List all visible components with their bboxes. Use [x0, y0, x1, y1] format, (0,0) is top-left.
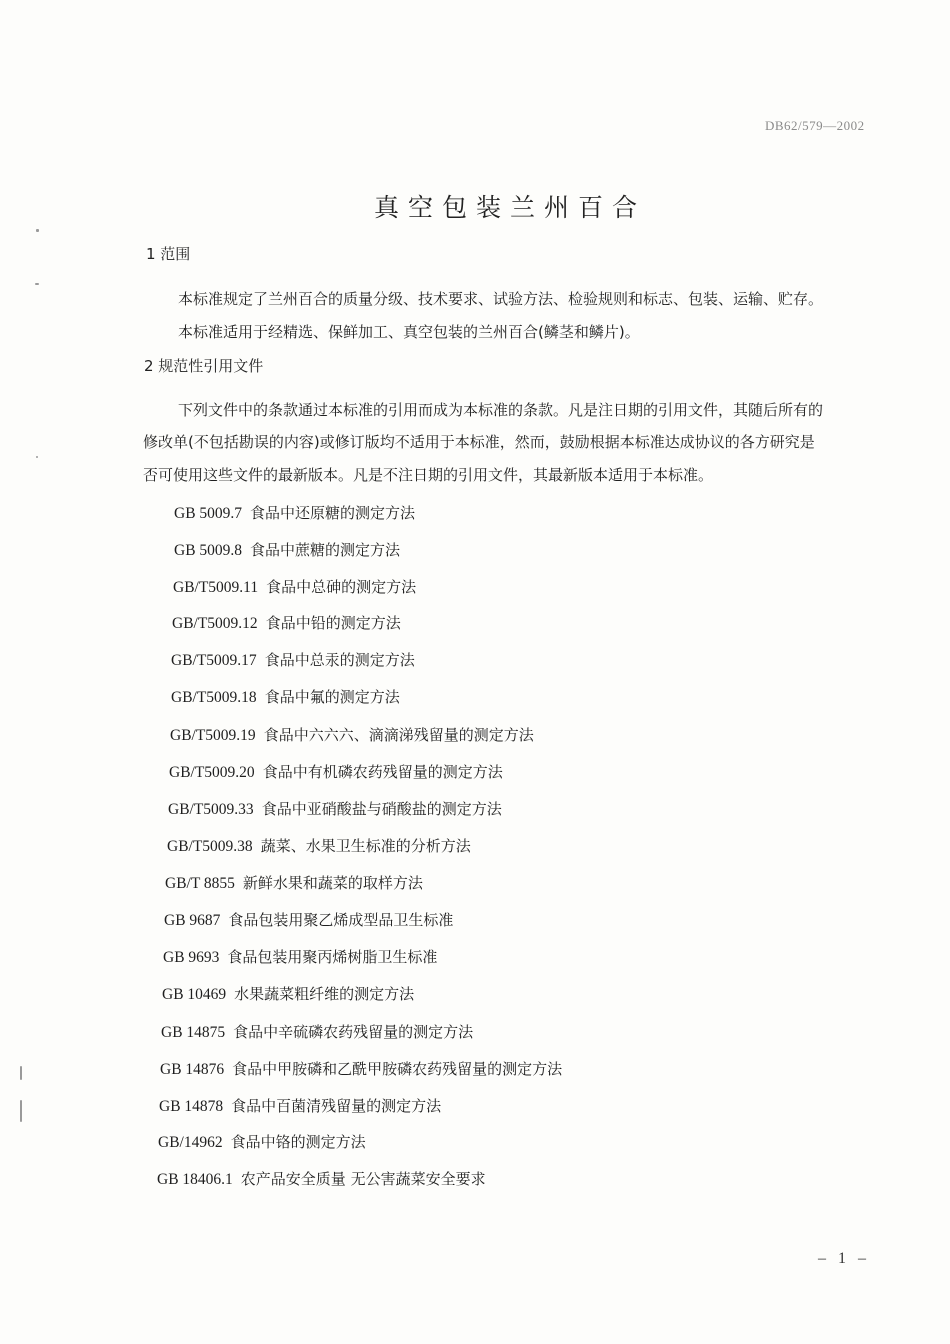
reference-title: 食品中铬的测定方法 — [230, 1133, 366, 1151]
reference-code: GB 5009.7 — [174, 505, 243, 522]
reference-title: 食品包装用聚丙烯树脂卫生标准 — [227, 948, 438, 966]
reference-title: 新鲜水果和蔬菜的取样方法 — [242, 874, 423, 892]
reference-title: 食品中有机磷农药残留量的测定方法 — [262, 763, 503, 781]
section-1-paragraph-1: 本标准规定了兰州百合的质量分级、技术要求、试验方法、检验规则和标志、包装、运输、贮存。 — [178, 290, 824, 308]
reference-item — [162, 983, 414, 1004]
reference-code: GB/T5009.12 — [172, 615, 258, 632]
scan-speck — [35, 283, 39, 285]
section-1-heading: 1 范围 — [146, 245, 191, 263]
reference-title: 食品中铅的测定方法 — [265, 614, 401, 632]
section-2-paragraph-line-3: 否可使用这些文件的最新版本。凡是不注日期的引用文件，其最新版本适用于本标准。 — [143, 466, 714, 484]
reference-title: 食品中蔗糖的测定方法 — [250, 541, 401, 559]
scan-speck — [36, 229, 39, 232]
reference-title: 食品包装用聚乙烯成型品卫生标准 — [228, 911, 454, 929]
reference-code: GB/T5009.18 — [171, 689, 257, 706]
reference-item — [159, 1095, 441, 1116]
reference-item — [165, 872, 423, 893]
reference-title: 食品中还原糖的测定方法 — [250, 504, 416, 522]
reference-title: 食品中甲胺磷和乙酰甲胺磷农药残留量的测定方法 — [232, 1060, 563, 1078]
reference-title: 农产品安全质量 无公害蔬菜安全要求 — [240, 1170, 486, 1188]
page-number: – 1 – — [818, 1250, 870, 1267]
reference-code: GB/T5009.20 — [169, 764, 255, 781]
section-2-paragraph-line-1: 下列文件中的条款通过本标准的引用而成为本标准的条款。凡是注日期的引用文件，其随后所有的 — [178, 401, 824, 419]
scan-speck — [36, 456, 38, 458]
reference-code: GB 10469 — [162, 986, 227, 1003]
reference-item — [164, 909, 453, 930]
reference-item — [169, 761, 503, 782]
reference-code: GB 18406.1 — [157, 1171, 233, 1188]
reference-item — [168, 798, 502, 819]
reference-title: 食品中氟的测定方法 — [264, 688, 400, 706]
reference-item — [174, 539, 400, 560]
reference-item — [167, 835, 471, 856]
reference-code: GB 14876 — [160, 1061, 225, 1078]
reference-title: 食品中百菌清残留量的测定方法 — [231, 1097, 442, 1115]
reference-code: GB 14875 — [161, 1024, 226, 1041]
document-code: DB62/579—2002 — [765, 118, 865, 133]
reference-title: 蔬菜、水果卫生标准的分析方法 — [260, 837, 471, 855]
reference-item — [157, 1168, 486, 1189]
scan-speck — [20, 1066, 22, 1080]
reference-title: 食品中六六六、滴滴涕残留量的测定方法 — [263, 726, 534, 744]
section-2-paragraph-line-2: 修改单(不包括勘误的内容)或修订版均不适用于本标准，然而，鼓励根据本标准达成协议的各方研究是 — [143, 433, 815, 451]
reference-item — [171, 686, 400, 707]
reference-code: GB/T5009.33 — [168, 801, 254, 818]
reference-item — [158, 1131, 366, 1152]
reference-code: GB/14962 — [158, 1134, 223, 1151]
reference-code: GB/T5009.11 — [173, 579, 259, 596]
reference-code: GB 5009.8 — [174, 542, 243, 559]
reference-code: GB 14878 — [159, 1098, 224, 1115]
reference-item — [172, 612, 401, 633]
reference-item — [171, 649, 415, 670]
reference-item — [173, 576, 416, 597]
reference-item — [174, 502, 415, 523]
reference-title: 水果蔬菜粗纤维的测定方法 — [234, 985, 415, 1003]
section-2-heading: 2 规范性引用文件 — [144, 357, 264, 375]
reference-title: 食品中辛硫磷农药残留量的测定方法 — [233, 1023, 474, 1041]
reference-item — [161, 1021, 473, 1042]
reference-code: GB/T5009.38 — [167, 838, 253, 855]
reference-code: GB 9687 — [164, 912, 221, 929]
reference-title: 食品中亚硝酸盐与硝酸盐的测定方法 — [261, 800, 502, 818]
reference-item — [163, 946, 437, 967]
reference-code: GB 9693 — [163, 949, 220, 966]
reference-title: 食品中总砷的测定方法 — [266, 578, 417, 596]
reference-code: GB/T5009.19 — [170, 727, 256, 744]
section-1-paragraph-2: 本标准适用于经精选、保鲜加工、真空包装的兰州百合(鳞茎和鳞片)。 — [178, 323, 640, 341]
reference-code: GB/T 8855 — [165, 875, 235, 892]
reference-item — [160, 1058, 562, 1079]
scan-speck — [20, 1100, 22, 1122]
reference-code: GB/T5009.17 — [171, 652, 257, 669]
document-title: 真空包装兰州百合 — [373, 193, 646, 222]
reference-item — [170, 724, 534, 745]
reference-title: 食品中总汞的测定方法 — [264, 651, 415, 669]
